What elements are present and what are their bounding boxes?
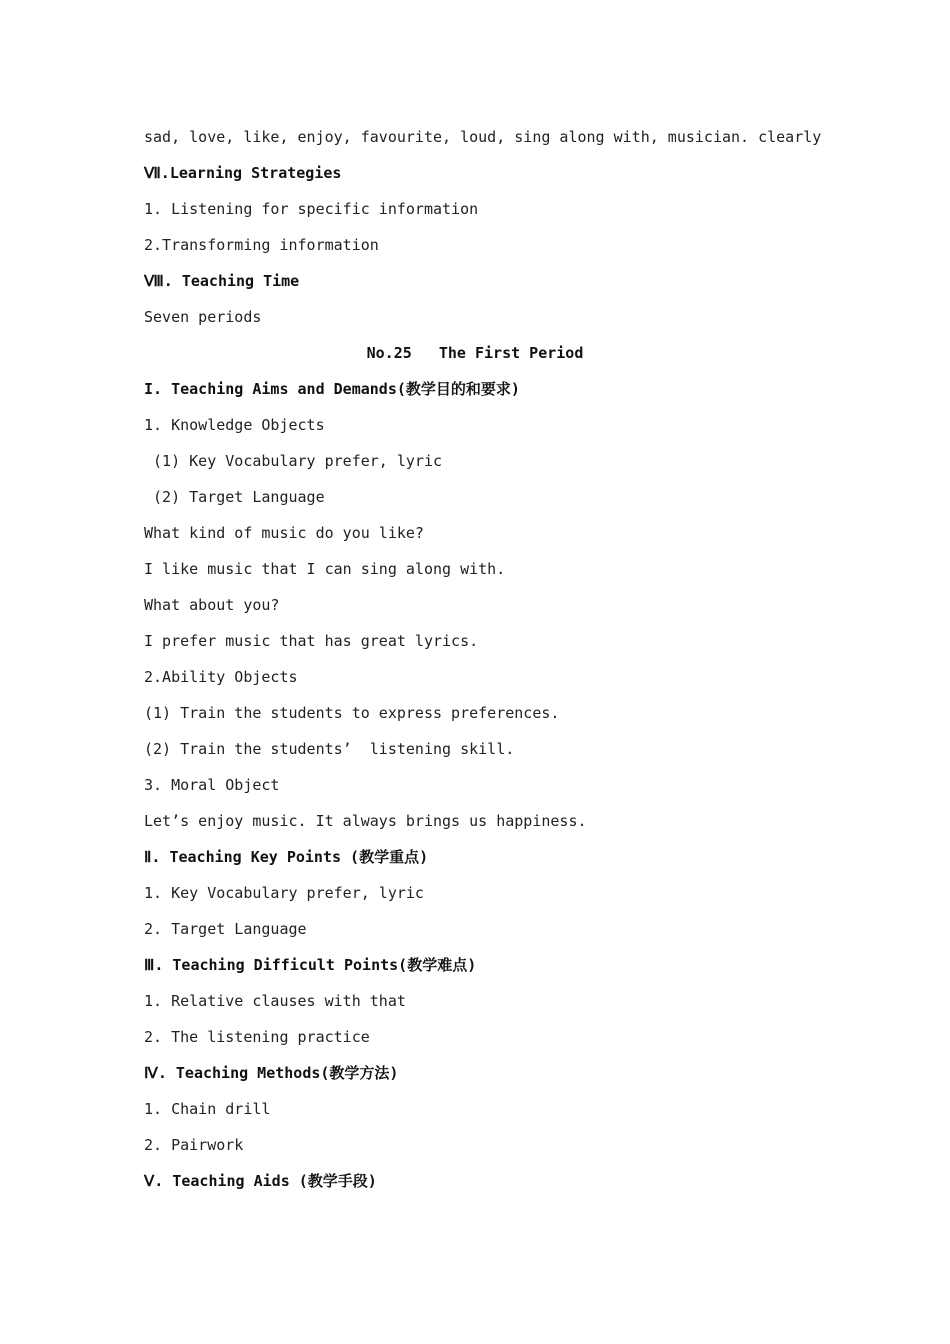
list-item: 2. The listening practice <box>144 1028 370 1046</box>
vocabulary-list-line: sad, love, like, enjoy, favourite, loud, sing along with, musician. clearly <box>144 128 822 146</box>
list-item: 1. Chain drill <box>144 1100 271 1118</box>
list-item: 1. Relative clauses with that <box>144 992 406 1010</box>
list-item: 2. Target Language <box>144 920 307 938</box>
section-heading-teaching-methods: Ⅳ. Teaching Methods(教学方法) <box>144 1064 399 1082</box>
list-item: 2.Ability Objects <box>144 668 298 686</box>
list-item: 1. Knowledge Objects <box>144 416 325 434</box>
section-heading-difficult-points: Ⅲ. Teaching Difficult Points(教学难点) <box>144 956 477 974</box>
section-heading-learning-strategies: Ⅶ.Learning Strategies <box>144 164 342 182</box>
section-heading-teaching-aims: I. Teaching Aims and Demands(教学目的和要求) <box>144 380 520 398</box>
body-text: What kind of music do you like? <box>144 524 424 542</box>
list-item: (2) Train the students’ listening skill. <box>144 740 515 758</box>
list-item: 2.Transforming information <box>144 236 379 254</box>
body-text: I like music that I can sing along with. <box>144 560 506 578</box>
section-heading-key-points: Ⅱ. Teaching Key Points (教学重点) <box>144 848 429 866</box>
list-item: 1. Listening for specific information <box>144 200 479 218</box>
list-item: 1. Key Vocabulary prefer, lyric <box>144 884 424 902</box>
period-title: No.25 The First Period <box>366 344 584 362</box>
section-heading-teaching-time: Ⅷ. Teaching Time <box>144 272 300 290</box>
list-item: (1) Train the students to express preferences. <box>144 704 560 722</box>
section-heading-teaching-aids: Ⅴ. Teaching Aids (教学手段) <box>144 1172 377 1190</box>
body-text: Seven periods <box>144 308 262 326</box>
list-item: (1) Key Vocabulary prefer, lyric <box>144 452 443 470</box>
body-text: Let’s enjoy music. It always brings us happiness. <box>144 812 587 830</box>
list-item: (2) Target Language <box>144 488 325 506</box>
list-item: 3. Moral Object <box>144 776 280 794</box>
body-text: I prefer music that has great lyrics. <box>144 632 479 650</box>
list-item: 2. Pairwork <box>144 1136 244 1154</box>
body-text: What about you? <box>144 596 280 614</box>
